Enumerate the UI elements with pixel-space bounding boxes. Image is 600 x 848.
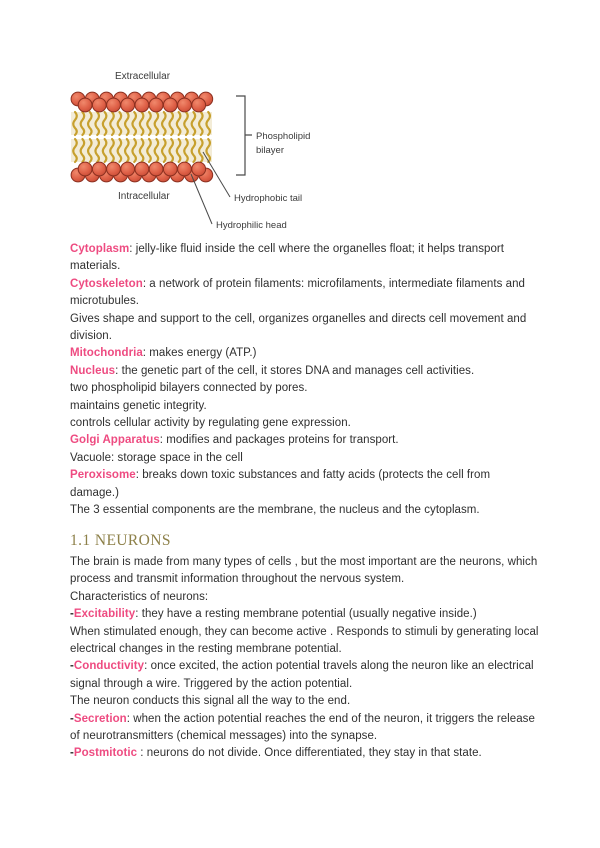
hydrophilic-head-label: Hydrophilic head	[216, 220, 287, 231]
neuron-paragraph	[70, 693, 540, 710]
note-paragraph	[70, 380, 540, 397]
note-text: : jelly-like fluid inside the cell where the organelles float; it helps transport materials.	[70, 243, 505, 273]
note-text: The 3 essential components are the membrane, the nucleus and the cytoplasm.	[70, 504, 480, 517]
dash-prefix: -	[70, 747, 74, 760]
phospholipid-bilayer-figure	[68, 62, 398, 247]
hydrophobic-tail-label: Hydrophobic tail	[234, 193, 303, 204]
note-paragraph	[70, 450, 540, 467]
hydrophilic-heads	[71, 92, 213, 182]
note-paragraph	[70, 241, 540, 276]
note-text: The brain is made from many types of cells , but the most important are the neurons, which process and transmit information throughout the nervous system.	[70, 555, 538, 586]
neuron-paragraph	[70, 745, 540, 762]
bilayer-label-line1: Phospholipid	[256, 131, 311, 142]
note-paragraph	[70, 398, 540, 415]
note-text: controls cellular activity by regulating gene expression.	[70, 417, 351, 430]
phospholipid-bilayer-diagram	[68, 62, 398, 242]
note-text: : they have a resting membrane potential (usually negative inside.)	[135, 608, 477, 621]
note-text: Gives shape and support to the cell, organizes organelles and directs cell movement and division.	[70, 312, 527, 343]
note-text: The neuron conducts this signal all the way to the end.	[70, 695, 351, 708]
notes-content	[70, 241, 540, 763]
note-paragraph	[70, 415, 540, 432]
term-highlight: Postmitotic	[73, 747, 138, 760]
neuron-paragraph	[70, 711, 540, 746]
note-paragraph	[70, 276, 540, 311]
term-highlight: Golgi Apparatus	[70, 434, 160, 447]
term-highlight: Cytoplasm	[70, 243, 130, 255]
neuron-paragraph	[70, 658, 540, 693]
neuron-paragraph	[70, 589, 540, 606]
note-text: : neurons do not divide. Once differentiated, they stay in that state.	[137, 747, 482, 760]
section-heading-neurons: 1.1 NEURONS	[70, 531, 171, 549]
bilayer-bracket	[236, 96, 252, 175]
term-highlight: Mitochondria	[70, 347, 143, 360]
note-paragraph	[70, 432, 540, 449]
note-text: When stimulated enough, they can become active . Responds to stimuli by generating local electrical changes in the resting membrane potential.	[70, 625, 539, 655]
neuron-paragraph	[70, 606, 540, 623]
term-highlight: Peroxisome	[70, 469, 136, 482]
note-paragraph	[70, 502, 540, 519]
note-text: : makes energy (ATP.)	[142, 347, 257, 360]
bilayer-label-line2: bilayer	[256, 145, 284, 156]
neuron-paragraph	[70, 624, 540, 659]
note-text: Vacuole: storage space in the cell	[70, 451, 243, 464]
note-text: : the genetic part of the cell, it stores DNA and manages cell activities.	[115, 364, 475, 377]
intracellular-label: Intracellular	[118, 191, 170, 202]
note-paragraph	[70, 345, 540, 362]
dash-prefix: -	[70, 660, 74, 673]
note-text: : modifies and packages proteins for transport.	[159, 434, 399, 447]
note-text: : breaks down toxic substances and fatty acids (protects the cell from damage.)	[70, 469, 491, 499]
term-highlight: Cytoskeleton	[70, 277, 143, 290]
note-text: : a network of protein filaments: microfilaments, intermediate filaments and microtubules.	[70, 277, 525, 308]
dash-prefix: -	[70, 608, 74, 621]
note-text: Characteristics of neurons:	[70, 590, 209, 603]
term-highlight: Secretion	[73, 712, 127, 725]
extracellular-label: Extracellular	[115, 71, 171, 82]
note-text: : once excited, the action potential travels along the neuron like an electrical signal through a wire. Triggered by the action potential.	[70, 660, 534, 690]
membrane-group	[71, 92, 213, 182]
note-paragraph	[70, 467, 540, 502]
term-highlight: Conductivity	[73, 660, 145, 673]
dash-prefix: -	[70, 712, 74, 725]
term-highlight: Excitability	[73, 608, 136, 621]
term-highlight: Nucleus	[70, 364, 116, 377]
note-text: : when the action potential reaches the end of the neuron, it triggers the release of neurotransmitters (chemical messages) into the synapse.	[70, 712, 535, 742]
note-text: maintains genetic integrity.	[70, 399, 207, 412]
note-paragraph	[70, 311, 540, 346]
note-text: two phospholipid bilayers connected by pores.	[70, 382, 308, 395]
note-paragraph	[70, 363, 540, 380]
neuron-paragraph	[70, 554, 540, 589]
